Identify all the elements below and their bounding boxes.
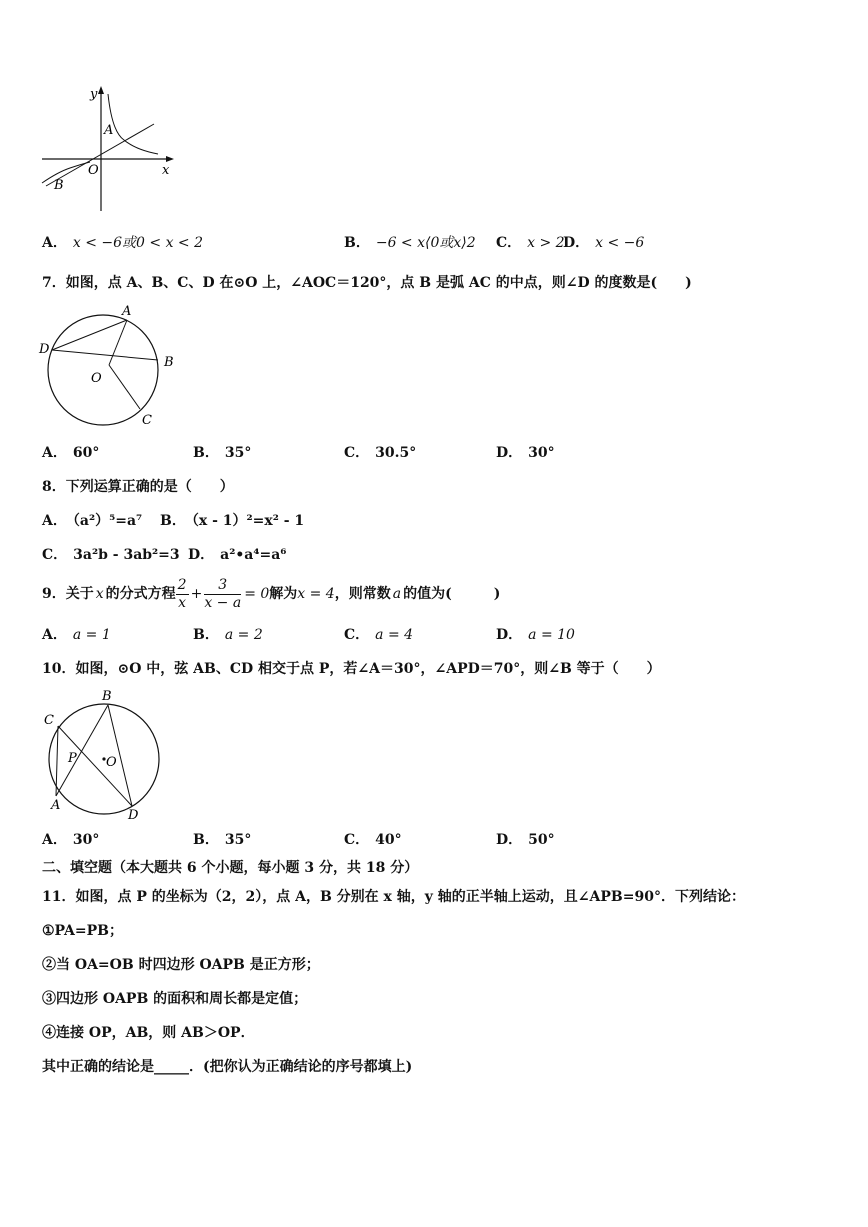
q10-option-d	[496, 831, 561, 849]
q10-option-d-text: 50°	[528, 832, 555, 848]
q10-option-b-text: 35°	[224, 832, 252, 848]
q10-option-c-letter: C．	[344, 832, 370, 848]
q9-eq: = 0	[244, 586, 270, 602]
q9-mid: 的分式方程	[105, 586, 176, 602]
q11-item-2: ②当 OA=OB 时四边形 OAPB 是正方形；	[42, 957, 320, 973]
q10-stem: 10．如图，⊙O 中，弦 AB、CD 相交于点 P，若∠A＝30°，∠APD＝70°，则∠B 等于（ ）	[42, 661, 661, 677]
q9-plus: +	[190, 586, 203, 602]
q6-option-c-text: x > 2	[527, 235, 565, 251]
q9-fraction-1	[176, 577, 189, 612]
q6-option-b-text: −6 < x⟨0或x⟩2	[375, 235, 476, 251]
q7-option-b	[193, 444, 257, 462]
q10-option-a-text: 30°	[72, 832, 100, 848]
q11-item-4: ④连接 OP，AB，则 AB＞OP．	[42, 1025, 255, 1041]
q6-x-label: x	[162, 163, 170, 178]
q11-answer-prompt: 其中正确的结论是_____．(把你认为正确结论的序号都填上)	[42, 1059, 413, 1075]
q9-option-b	[193, 626, 263, 644]
q9-var-a: a	[392, 586, 402, 602]
q8-option-d-text: a²•a⁴=a⁶	[220, 547, 287, 563]
q9-option-c-letter: C．	[344, 627, 370, 643]
q10-option-b	[193, 831, 257, 849]
q8-option-c-letter: C．	[42, 547, 68, 563]
q8-option-b	[160, 512, 310, 530]
q7-option-b-text: 35°	[224, 445, 252, 461]
q9-frac1-den: x	[178, 594, 187, 611]
q9-const: ，则常数	[334, 586, 391, 602]
q8-option-b-text: （x - 1）²=x² - 1	[191, 513, 305, 529]
q8-option-c-text: 3a²b - 3ab²=3	[73, 547, 180, 563]
section-heading: 二、填空题（本大题共 6 个小题，每小题 3 分，共 18 分）	[42, 860, 419, 876]
q10-option-b-letter: B．	[193, 832, 219, 848]
q10-b-label: B	[102, 689, 112, 704]
q7-option-a-text: 60°	[72, 445, 100, 461]
q7-option-d	[496, 444, 561, 462]
q10-circle-figure	[38, 686, 168, 824]
q9-option-c	[344, 626, 413, 644]
q9-option-a	[42, 626, 111, 644]
q9-option-d-text: a = 10	[528, 627, 575, 643]
q10-d-label: D	[128, 808, 139, 823]
q9-solution: x = 4	[297, 586, 335, 602]
q10-option-a-letter: A．	[42, 832, 67, 848]
q7-stem: 7．如图，点 A、B、C、D 在⊙O 上，∠AOC＝120°，点 B 是弧 AC 的中点，则∠D 的度数是( )	[42, 275, 692, 291]
q9-frac1-num: 2	[177, 576, 187, 593]
q6-option-c	[496, 234, 565, 252]
q9-stem	[42, 574, 500, 614]
q8-option-d-letter: D．	[188, 547, 215, 563]
q9-option-a-text: a = 1	[72, 627, 111, 643]
q8-option-c	[42, 546, 186, 564]
q7-a-label: A	[122, 304, 132, 319]
q6-option-a	[42, 234, 203, 252]
q11-stem: 11．如图，点 P 的坐标为（2，2），点 A，B 分别在 x 轴，y 轴的正半轴上运动，且∠APB=90°．下列结论：	[42, 889, 745, 905]
q10-option-c	[344, 831, 408, 849]
q8-option-b-letter: B．	[160, 513, 186, 529]
q9-option-d-letter: D．	[496, 627, 523, 643]
q6-graph	[38, 84, 178, 216]
q6-option-b	[344, 234, 476, 252]
q9-frac2-num: 3	[204, 577, 241, 595]
q6-option-a-letter: A．	[42, 235, 67, 251]
q8-option-a-text: （a²）⁵=a⁷	[72, 513, 143, 529]
q7-option-d-letter: D．	[496, 445, 523, 461]
q10-option-d-letter: D．	[496, 832, 523, 848]
q10-o-label: O	[106, 755, 117, 770]
q7-option-c-text: 30.5°	[375, 445, 417, 461]
q11-item-1: ①PA=PB；	[42, 923, 124, 939]
q7-circle-figure	[36, 300, 186, 432]
q9-frac2-den: x − a	[204, 594, 242, 611]
q9-option-b-letter: B．	[193, 627, 219, 643]
q6-option-d-text: x < −6	[595, 235, 645, 251]
q7-d-label: D	[39, 342, 50, 357]
q8-stem: 8．下列运算正确的是（ ）	[42, 479, 234, 495]
q9-tail: 的值为( )	[403, 586, 501, 602]
q9-option-c-text: a = 4	[375, 627, 414, 643]
q9-var-x: x	[95, 586, 104, 602]
q9-prefix: 9．关于	[42, 586, 94, 602]
q6-b-label: B	[54, 178, 64, 193]
q7-b-label: B	[164, 355, 174, 370]
q9-option-a-letter: A．	[42, 627, 67, 643]
q10-p-label: P	[68, 751, 77, 766]
q9-fraction-2	[204, 577, 241, 612]
q11-item-3: ③四边形 OAPB 的面积和周长都是定值；	[42, 991, 308, 1007]
q6-option-a-text: x < −6或0 < x < 2	[72, 235, 204, 251]
q8-option-a-letter: A．	[42, 513, 67, 529]
q7-option-d-text: 30°	[528, 445, 555, 461]
q9-option-d	[496, 626, 575, 644]
q9-solve: 解为	[269, 586, 298, 602]
q6-o-label: O	[88, 163, 99, 178]
q6-option-d	[563, 234, 644, 252]
q7-option-a	[42, 444, 105, 462]
q7-o-label: O	[91, 371, 102, 386]
q10-a-label: A	[51, 798, 61, 813]
q10-option-a	[42, 831, 105, 849]
q7-option-c	[344, 444, 422, 462]
q6-option-b-letter: B．	[344, 235, 370, 251]
q8-option-a	[42, 512, 148, 530]
q6-option-d-letter: D．	[563, 235, 590, 251]
q7-c-label: C	[142, 413, 152, 428]
q7-option-c-letter: C．	[344, 445, 370, 461]
q6-y-label: y	[90, 87, 98, 102]
q6-option-c-letter: C．	[496, 235, 522, 251]
q10-option-c-text: 40°	[375, 832, 402, 848]
q10-c-label: C	[44, 713, 54, 728]
q7-option-a-letter: A．	[42, 445, 67, 461]
q8-option-d	[188, 546, 292, 564]
q6-a-label: A	[104, 123, 114, 138]
q9-option-b-text: a = 2	[224, 627, 263, 643]
q7-option-b-letter: B．	[193, 445, 219, 461]
